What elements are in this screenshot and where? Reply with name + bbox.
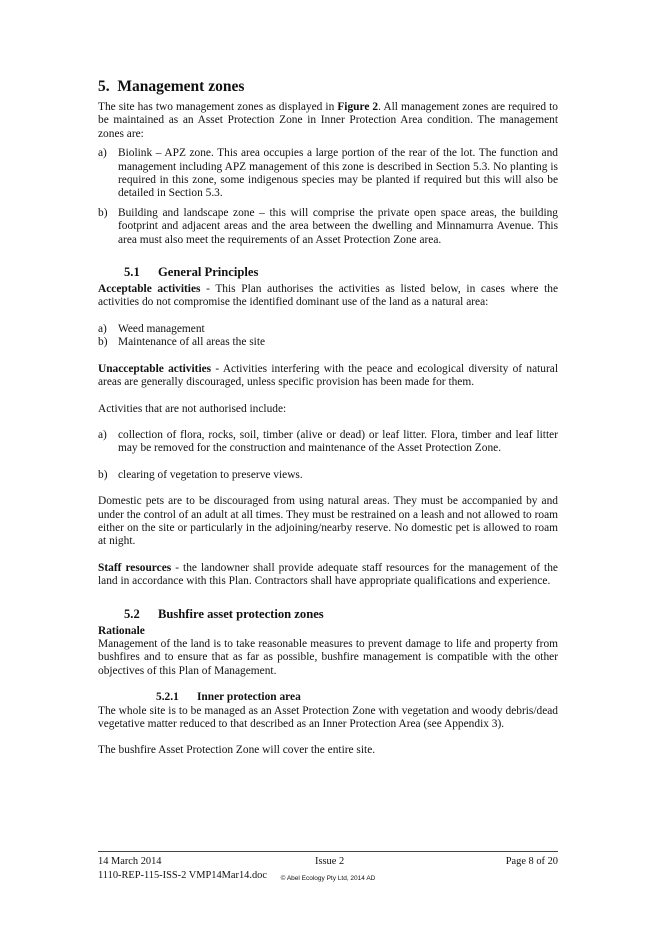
subsection-heading	[124, 607, 558, 622]
list-item-text: collection of flora, rocks, soil, timber (alive or dead) or leaf litter. Flora, timber and leaf litter may be removed for the construction and maintenance of the Asset Protection Zone.	[118, 428, 558, 455]
subsubsection-heading	[156, 691, 558, 704]
apz-coverage-text: The bushfire Asset Protection Zone will cover the entire site.	[98, 744, 376, 757]
intro-text-end: . All management zones are required to be maintained as an Asset Protection Zone in Inner Protection Area condition. The management zones are:	[98, 101, 558, 140]
zone-text: Building and landscape zone – this will comprise the private open space areas, the building footprint and adjacent areas and the area between the dwelling and Minnamurra Avenue. This area must also meet the requirements of an Asset Protection Zone area.	[118, 206, 558, 246]
subsubsection-number: 5.2.1	[156, 691, 179, 704]
footer-divider	[98, 851, 558, 852]
section-title: Management zones	[117, 78, 245, 95]
subsubsection-title: Inner protection area	[197, 691, 301, 704]
zone-text: Biolink – APZ zone. This area occupies a large portion of the rear of the lot. The function and management including APZ management of this zone is described in Section 5.3. No planting is required in this zone, some indigenous species may be planted if required but this will also be detailed in Section 5.3.	[118, 147, 558, 200]
staff-label: Staff resources	[98, 561, 172, 574]
rationale-label	[98, 625, 558, 638]
figure-reference: Figure 2	[337, 101, 379, 113]
zone-item	[98, 207, 558, 247]
footer-date: 14 March 2014	[98, 856, 162, 867]
unacceptable-label: Unacceptable activities	[98, 362, 212, 375]
list-marker: b)	[98, 336, 108, 349]
subsection-number: 5.2	[124, 606, 140, 621]
footer-issue: Issue 2	[315, 856, 345, 867]
list-item-text: clearing of vegetation to preserve views.	[118, 468, 303, 481]
rationale-label-text: Rationale	[98, 624, 145, 637]
list-marker: b)	[98, 206, 108, 219]
staff-resources	[98, 562, 558, 589]
page-content	[98, 78, 558, 758]
unacceptable-activities	[98, 363, 558, 390]
inner-protection-text: The whole site is to be managed as an Asset Protection Zone with vegetation and woody debris/dead vegetative matter reduced to that described as an Inner Protection Area (see Appendix 3).	[98, 704, 558, 730]
list-item-text: Weed management	[118, 322, 205, 335]
list-marker: a)	[98, 322, 107, 335]
staff-text: - the landowner shall provide adequate staff resources for the management of the land in accordance with this Plan. Contractors shall have appropriate qualifications and experience.	[98, 561, 558, 588]
section-intro	[98, 101, 558, 141]
section-heading	[98, 78, 558, 96]
list-item-text: Maintenance of all areas the site	[118, 336, 266, 349]
list-item	[98, 336, 558, 349]
subsection-title: General Principles	[158, 265, 259, 280]
subsection-number: 5.1	[124, 265, 140, 280]
list-item	[98, 429, 558, 456]
subsection-heading	[124, 265, 558, 280]
footer-copyright: © Abel Ecology Pty Ltd, 2014 AD	[280, 875, 376, 882]
section-number: 5.	[98, 78, 110, 95]
list-item	[98, 469, 558, 482]
zone-item	[98, 147, 558, 201]
rationale-text: Management of the land is to take reasonable measures to prevent damage to life and property from bushfires and to ensure that as far as possible, bushfire management is compatible with the other objectives of this Plan of Management.	[98, 637, 558, 677]
footer-doc-reference: 1110-REP-115-ISS-2 VMP14Mar14.doc	[98, 870, 267, 881]
subsection-title: Bushfire asset protection zones	[158, 606, 324, 621]
acceptable-activities	[98, 283, 558, 310]
acceptable-label: Acceptable activities	[98, 283, 201, 296]
intro-text: The site has two management zones as displayed in	[98, 101, 338, 113]
list-item	[98, 323, 558, 336]
list-marker: a)	[98, 147, 107, 160]
list-marker: a)	[98, 428, 107, 441]
unacceptable-text: - Activities interfering with the peace and ecological diversity of natural areas are generally discouraged, unless specific provision has been made for them.	[98, 362, 558, 389]
list-marker: b)	[98, 468, 108, 481]
pets-paragraph: Domestic pets are to be discouraged from using natural areas. They must be accompanied by and under the control of an adult at all times. They must be restrained on a leash and not allowed to roam either on the site or particularly in the adjoining/nearby reserve. No domestic pet is allowed to roam at night.	[98, 495, 558, 548]
footer-page-number: Page 8 of 20	[505, 856, 558, 867]
acceptable-text: - This Plan authorises the activities as listed below, in cases where the activities do not compromise the identified dominant use of the land as a natural area:	[98, 283, 559, 309]
not-authorised-intro: Activities that are not authorised include:	[98, 402, 287, 415]
